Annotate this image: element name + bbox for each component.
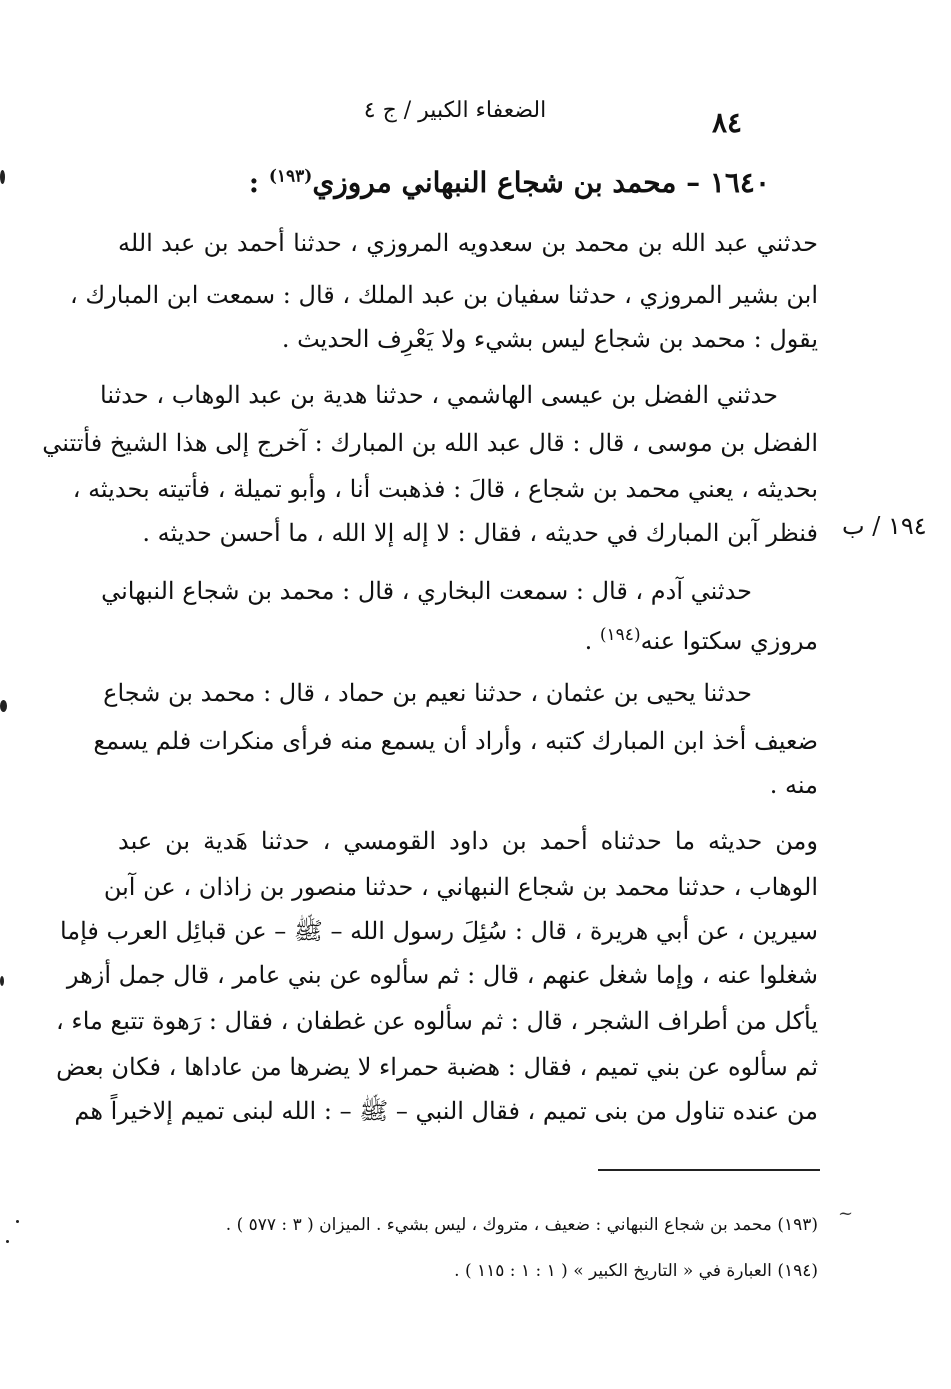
scan-mark [0, 976, 4, 986]
text-line: ضعيف أخذ ابن المبارك كتبه ، وأراد أن يسمع منه فرأى منكرات فلم يسمع [93, 727, 818, 755]
footnote-194: (١٩٤) العبارة في « التاريخ الكبير » ( ١ : ١ : ١١٥ ) . [454, 1261, 818, 1281]
scan-squiggle: ~ [838, 1203, 854, 1224]
text-line: حدثني آدم ، قال : سمعت البخاري ، قال : محمد بن شجاع النبهاني [101, 577, 752, 605]
text-fragment: مروزي سكتوا عنه [640, 627, 818, 655]
text-line: يأكل من أطراف الشجر ، قال : ثم سألوه عن غطفان ، فقال : رَهوة تتبع ماء ، [56, 1007, 818, 1035]
text-line: ثم سألوه عن بني تميم ، فقال : هضبة حمراء لا يضرها من عاداها ، فكان بعض [56, 1053, 818, 1081]
footnote-ref-193: (١٩٣) [268, 166, 313, 187]
footnote-193: (١٩٣) محمد بن شجاع النبهاني : ضعيف ، متروك ، ليس بشيء . الميزان ( ٣ : ٥٧٧ ) . [225, 1215, 818, 1235]
text-line: ابن بشير المروزي ، حدثنا سفيان بن عبد الملك ، قال : سمعت ابن المبارك ، [70, 281, 818, 309]
footnote-ref-194: (١٩٤) [599, 625, 641, 645]
footnote-separator [598, 1169, 820, 1171]
text-line: الفضل بن موسى ، قال : قال عبد الله بن المبارك : آخرج إلى هذا الشيخ فأتتني [42, 429, 818, 457]
entry-heading-colon: : [248, 166, 269, 199]
text-line: من عنده تناول من بنى تميم ، فقال النبي – ﷺ – : الله لبنى تميم إلاخيراً هم [74, 1097, 818, 1125]
book-title-header: الضعفاء الكبير / ج ٤ [363, 98, 547, 123]
scan-mark [16, 1220, 19, 1223]
scan-mark [0, 170, 5, 184]
text-line: حدثنا يحيى بن عثمان ، حدثنا نعيم بن حماد ، قال : محمد بن شجاع [103, 679, 752, 707]
text-line: يقول : محمد بن شجاع ليس بشيء ولا يَعْرِف الحديث . [281, 325, 818, 353]
text-line: شغلوا عنه ، وإما شغل عنهم ، قال : ثم سألوه عن بني عامر ، قال جمل أزهر [66, 961, 818, 989]
scan-mark [6, 1240, 9, 1243]
page-number: ٨٤ [712, 106, 743, 139]
margin-folio-note: ١٩٤ / ب [842, 512, 927, 540]
entry-heading-text: ١٦٤٠ – محمد بن شجاع النبهاني مروزي [312, 166, 770, 199]
text-line: بحديثه ، يعني محمد بن شجاع ، قالَ : فذهبت أنا ، وأبو تميلة ، فأتيته بحديثه ، [72, 475, 818, 503]
text-line: الوهاب ، حدثنا محمد بن شجاع النبهاني ، حدثنا منصور بن زاذان ، عن آبن [103, 873, 818, 901]
text-line: فنظر آبن المبارك في حديثه ، فقال : لا إله إلا الله ، ما أحسن حديثه . [142, 519, 818, 547]
text-line: منه . [769, 771, 818, 799]
text-line: سيرين ، عن أبي هريرة ، قال : سُئِلَ رسول الله – ﷺ – عن قبائِل العرب فإما [59, 917, 818, 945]
text-fragment: . [584, 627, 600, 655]
text-line: ومن حديثه ما حدثناه أحمد بن داود القومسي ، حدثنا هَدية بن عبد [118, 827, 818, 855]
entry-heading [248, 166, 770, 199]
text-line: حدثني الفضل بن عيسى الهاشمي ، حدثنا هدية بن عبد الوهاب ، حدثنا [100, 381, 778, 409]
text-line: حدثني عبد الله بن محمد بن سعدويه المروزي ، حدثنا أحمد بن عبد الله [118, 229, 818, 257]
scan-mark [0, 700, 7, 712]
text-line [585, 620, 818, 656]
